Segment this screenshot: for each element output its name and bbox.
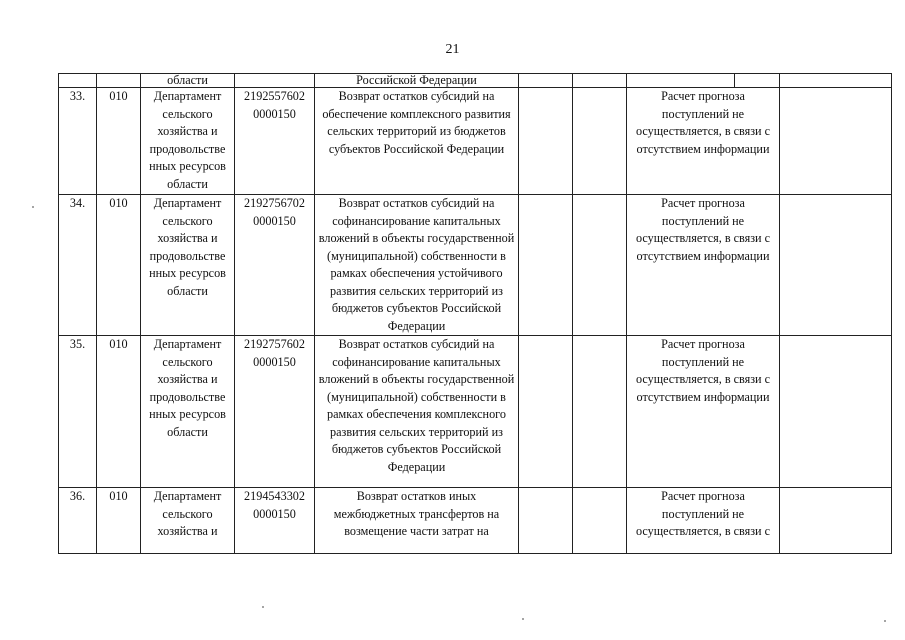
cell-desc: Российской Федерации [315,74,519,88]
cell-kbk: 2192756702 0000150 [235,195,315,336]
cell-desc: Возврат остатков субсидий на обеспечение комплексного развития сельских территорий из бюджетов субъектов Российской Федерации [315,88,519,195]
cell-empty [780,336,892,488]
cell-note: Расчет прогноза поступлений не осуществляется, в связи с отсутствием информации [627,195,780,336]
cell-empty [780,488,892,554]
cell-dept: области [141,74,235,88]
scan-speck [522,618,524,620]
cell-empty [519,74,573,88]
cell-code [97,74,141,88]
scan-speck [32,206,34,208]
cell-dept: Департамент сельского хозяйства и продовольстве нных ресурсов области [141,88,235,195]
cell-desc: Возврат остатков субсидий на софинансирование капитальных вложений в объекты государственной (муниципальной) собственности в рамках обеспечения комплексного развития сельских территорий из бюджетов субъектов Российской Федерации [315,336,519,488]
cell-num: 34. [59,195,97,336]
cell-empty [627,74,735,88]
table-row [59,195,892,336]
cell-empty [573,488,627,554]
cell-empty [519,488,573,554]
cell-code: 010 [97,336,141,488]
table-row [59,488,892,554]
cell-num: 33. [59,88,97,195]
revenue-table [58,73,892,554]
cell-dept: Департамент сельского хозяйства и продовольстве нных ресурсов области [141,336,235,488]
cell-num [59,74,97,88]
cell-code: 010 [97,488,141,554]
cell-kbk: 2194543302 0000150 [235,488,315,554]
cell-desc: Возврат остатков иных межбюджетных трансфертов на возмещение части затрат на [315,488,519,554]
cell-dept: Департамент сельского хозяйства и [141,488,235,554]
cell-empty [573,74,627,88]
page-number: 21 [445,42,460,57]
cell-kbk [235,74,315,88]
scan-speck [262,606,264,608]
cell-empty [573,336,627,488]
table-row-continuation [59,74,892,88]
cell-empty [573,195,627,336]
cell-empty [780,195,892,336]
cell-empty [780,88,892,195]
cell-note: Расчет прогноза поступлений не осуществляется, в связи с [627,488,780,554]
cell-empty [573,88,627,195]
cell-kbk: 2192757602 0000150 [235,336,315,488]
cell-kbk: 2192557602 0000150 [235,88,315,195]
cell-note: Расчет прогноза поступлений не осуществляется, в связи с отсутствием информации [627,88,780,195]
table-row [59,336,892,488]
cell-num: 36. [59,488,97,554]
cell-code: 010 [97,195,141,336]
scan-speck [884,620,886,622]
table-row [59,88,892,195]
cell-empty [519,336,573,488]
cell-empty [519,88,573,195]
cell-desc: Возврат остатков субсидий на софинансирование капитальных вложений в объекты государственной (муниципальной) собственности в рамках обеспечения устойчивого развития сельских территорий из бюджетов субъектов Российской Федерации [315,195,519,336]
cell-note [735,74,780,88]
cell-empty [519,195,573,336]
cell-dept: Департамент сельского хозяйства и продовольстве нных ресурсов области [141,195,235,336]
cell-num: 35. [59,336,97,488]
cell-code: 010 [97,88,141,195]
cell-note: Расчет прогноза поступлений не осуществляется, в связи с отсутствием информации [627,336,780,488]
cell-empty [780,74,892,88]
